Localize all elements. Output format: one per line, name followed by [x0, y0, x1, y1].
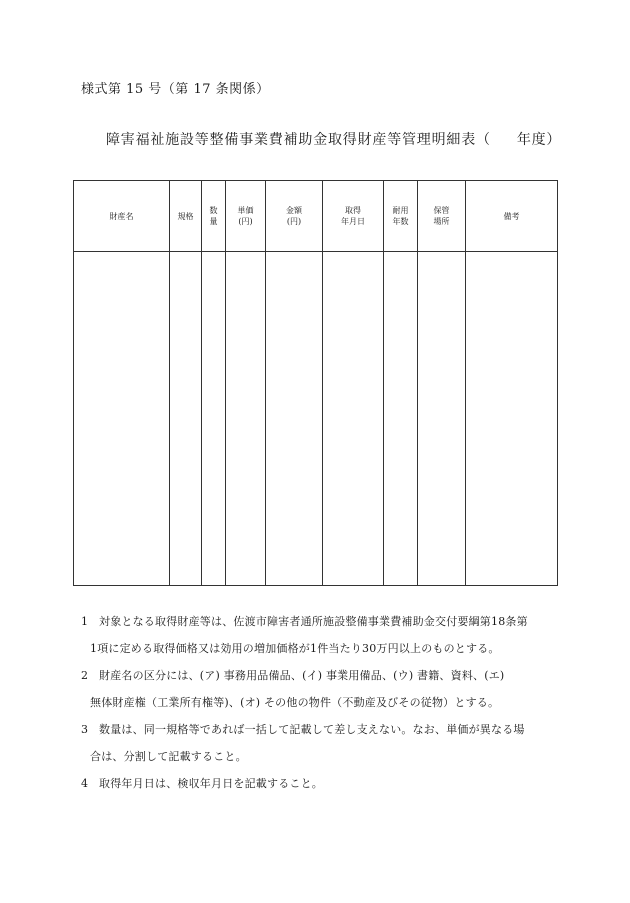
- cell-useful-life[interactable]: [384, 252, 418, 586]
- cell-amount[interactable]: [266, 252, 323, 586]
- header-line: 保管: [433, 206, 450, 215]
- header-line: 量: [209, 217, 218, 226]
- note-number: 1: [81, 615, 89, 628]
- header-line: (円): [286, 217, 302, 226]
- note-2: [81, 662, 561, 689]
- header-line: 取得: [345, 206, 361, 215]
- note-1: [81, 608, 561, 635]
- col-header-acquisition-date: [323, 181, 384, 252]
- col-header-specification: [170, 181, 202, 252]
- note-number: 3: [81, 723, 89, 736]
- cell-property-name[interactable]: [74, 252, 170, 586]
- header-line: 数: [209, 206, 218, 215]
- header-line: 規格: [177, 211, 194, 221]
- cell-specification[interactable]: [170, 252, 202, 586]
- note-text: 取得年月日は、検収年月日を記載すること。: [99, 777, 323, 790]
- cell-storage-location[interactable]: [418, 252, 466, 586]
- cell-acquisition-date[interactable]: [323, 252, 384, 586]
- header-line: 場所: [433, 217, 450, 226]
- note-text: 財産名の区分には、(ア) 事務用品備品、(イ) 事業用備品、(ウ) 書籍、資料、(エ): [99, 669, 505, 682]
- note-number: 4: [81, 777, 89, 790]
- col-header-remarks: [466, 181, 558, 252]
- note-1-continuation: 1項に定める取得価格又は効用の増加価格が1件当たり30万円以上のものとする。: [90, 642, 500, 655]
- page-title: [106, 129, 561, 149]
- cell-remarks[interactable]: [466, 252, 558, 586]
- header-line: (円): [238, 217, 253, 226]
- header-line: 年月日: [341, 217, 365, 226]
- col-header-property-name: [74, 181, 170, 252]
- col-header-storage-location: [418, 181, 466, 252]
- note-4: [81, 770, 561, 797]
- header-line: 年数: [392, 217, 409, 226]
- header-line: 金額: [286, 206, 302, 215]
- table-header-row: [74, 181, 558, 252]
- form-number: 様式第 15 号（第 17 条関係）: [81, 82, 270, 97]
- note-text: 対象となる取得財産等は、佐渡市障害者通所施設整備事業費補助金交付要綱第18条第: [99, 615, 528, 628]
- notes-section: [81, 608, 561, 797]
- col-header-amount: [266, 181, 323, 252]
- title-year-suffix: 年度）: [516, 132, 562, 148]
- header-line: 単価: [237, 206, 254, 215]
- header-line: 財産名: [109, 211, 134, 221]
- header-line: 備考: [503, 211, 520, 221]
- cell-unit-price[interactable]: [226, 252, 266, 586]
- col-header-useful-life: [384, 181, 418, 252]
- cell-quantity[interactable]: [202, 252, 226, 586]
- header-line: 耐用: [392, 206, 409, 215]
- note-2-continuation: 無体財産権（工業所有権等)、(オ) その他の物件（不動産及びその従物）とする。: [90, 696, 500, 709]
- note-3-continuation: 合は、分割して記載すること。: [90, 750, 247, 763]
- col-header-quantity: [202, 181, 226, 252]
- title-main: 障害福祉施設等整備事業費補助金取得財産等管理明細表（: [106, 132, 491, 148]
- table-row: [74, 252, 558, 586]
- note-text: 数量は、同一規格等であれば一括して記載して差し支えない。なお、単価が異なる場: [99, 723, 525, 736]
- property-ledger-table: [73, 180, 558, 586]
- col-header-unit-price: [226, 181, 266, 252]
- note-3: [81, 716, 561, 743]
- note-number: 2: [81, 669, 89, 682]
